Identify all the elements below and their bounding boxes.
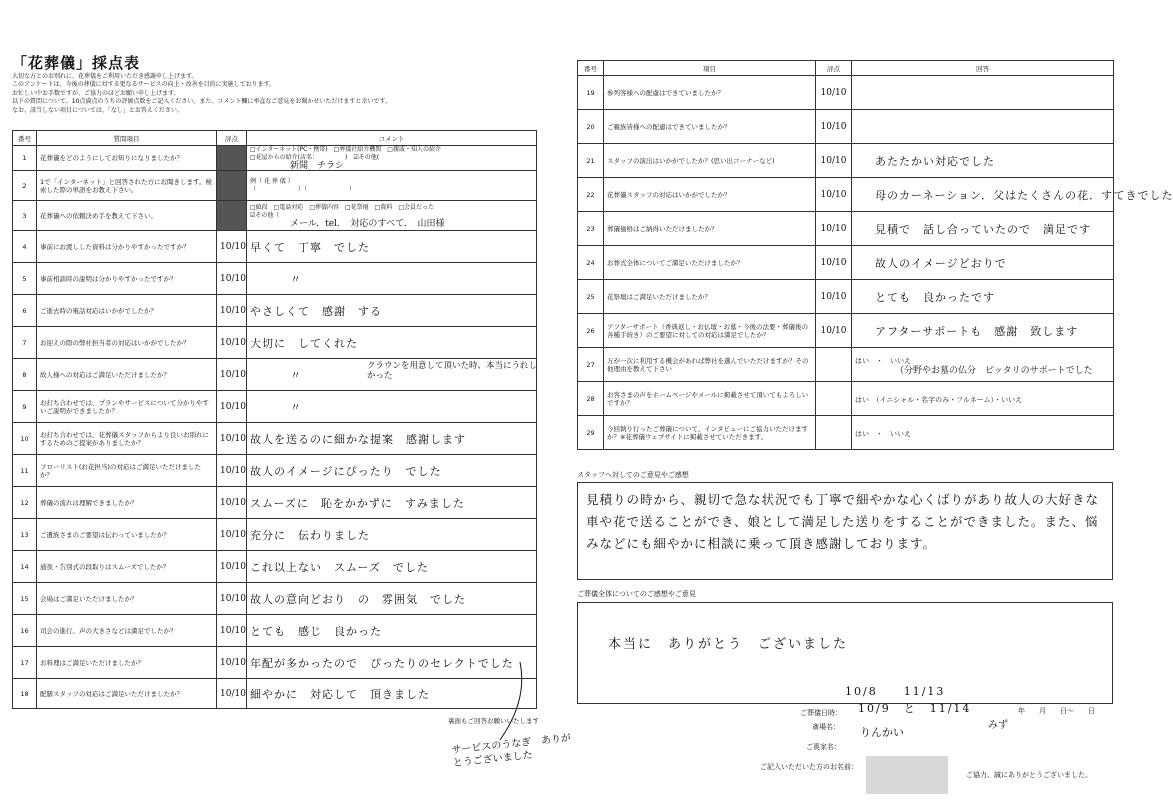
header-comment: コメント — [247, 131, 537, 146]
choice-text: はい ・ いいえ — [855, 356, 911, 365]
row-num: 10 — [13, 423, 37, 455]
row-answer — [247, 359, 537, 391]
row-answer — [852, 246, 1114, 280]
option-line: メール．tel． 対応のすべて． 山田様 — [290, 218, 445, 229]
intro-line: 以下の質問について、10点満点のうちの評価点数をご記入ください。また、コメント欄に率直なご意見をお聞かせいただけますと幸いです。 — [12, 98, 391, 106]
row-question: お打ち合わせでは、プランやサービスについて分かりやすいご説明ができましたか？ — [37, 391, 217, 423]
option-line: □花屋からの紹介(店名： ) ☑その他( — [250, 154, 380, 161]
row-score — [217, 201, 247, 231]
row-answer — [247, 327, 537, 359]
answer-text: 見積で 話し合っていたので 満足です — [875, 222, 1091, 236]
margin-arrow — [480, 660, 540, 750]
table-row — [13, 327, 537, 359]
answer-text: スムーズに 恥をかかずに すみました — [250, 496, 465, 510]
row-num: 28 — [578, 382, 604, 416]
answer-text: 〃 — [290, 272, 302, 286]
row-question: 1で「インターネット」と回答された方にお聞きします。検索した際の単語をお教え下さい。 — [37, 171, 217, 201]
thanks-text: ご協力、誠にありがとうございました。 — [966, 771, 1092, 779]
table-header — [578, 61, 1114, 76]
table-row — [13, 519, 537, 551]
venue-label: 斎場名： — [812, 723, 840, 731]
row-score: 10/10 — [816, 144, 852, 178]
row-answer — [247, 423, 537, 455]
row-answer — [852, 110, 1114, 144]
header-num: 番号 — [578, 61, 604, 76]
row-question: 通夜・告別式の段取りはスムーズでしたか？ — [37, 551, 217, 583]
footer-note: 裏面もご回答お願いいたします — [448, 717, 539, 725]
header-answer: 回答 — [852, 61, 1114, 76]
table-row — [13, 359, 537, 391]
row-question: 花葬儀への依頼決め手を教えて下さい。 — [37, 201, 217, 231]
intro-text — [12, 73, 532, 115]
row-answer — [852, 314, 1114, 348]
row-num: 2 — [13, 171, 37, 201]
answer-note: クラウンを用意して頂いた時、本当にうれしかった — [367, 361, 538, 381]
row-num: 21 — [578, 144, 604, 178]
option-line: □インターネット(PC・携帯) □葬儀社紹介機関 □親戚・知人の紹介 — [250, 146, 441, 153]
row-question: お葬式全体についてご満足いただけましたか？ — [604, 246, 816, 280]
row-num: 7 — [13, 327, 37, 359]
answer-text — [855, 86, 875, 99]
row-num: 25 — [578, 280, 604, 314]
family-label: ご喪家名： — [806, 743, 841, 751]
row-num: 3 — [13, 201, 37, 231]
row-answer — [852, 76, 1114, 110]
row-score: 10/10 — [816, 178, 852, 212]
table-row — [13, 146, 537, 171]
answer-text: 細やかに 対応して 頂きました — [250, 687, 430, 701]
table-row — [578, 348, 1114, 382]
row-question: ご遺族さまのご要望は伝わっていましたか？ — [37, 519, 217, 551]
row-answer — [852, 178, 1173, 212]
row-score: 10/10 — [816, 280, 852, 314]
row-score: 10/10 — [816, 314, 852, 348]
row-answer — [852, 348, 1114, 382]
answer-text: アフターサポートも 感謝 致します — [875, 324, 1079, 338]
row-num: 12 — [13, 487, 37, 519]
row-question: お迎えの際の弊社担当者の対応はいかがでしたか？ — [37, 327, 217, 359]
date-handwriting-top: 10/8 11/13 — [845, 685, 946, 698]
row-score: 10/10 — [217, 679, 247, 709]
row-num: 15 — [13, 583, 37, 615]
row-answer — [247, 146, 537, 171]
row-num: 17 — [13, 647, 37, 679]
row-question: 今回執り行ったご葬儀について、インタビューにご協力いただけますか？※花葬儀ウェブサイトに掲載させていただきます。 — [604, 416, 816, 450]
choice-text: はい （イニシャル・名字のみ・フルネーム）・いいえ — [855, 396, 1023, 404]
table-row — [578, 246, 1114, 280]
row-question: アフターサポート（香典返し・お仏壇・お墓・今後の法要・葬儀後の各種手続き）のご要望に対しての対応は満足でしたか？ — [604, 314, 816, 348]
row-num: 8 — [13, 359, 37, 391]
row-question: スタッフの演出はいかがでしたか？(思い出コーナーなど) — [604, 144, 816, 178]
header-question: 質問項目 — [37, 131, 217, 146]
row-question: 配膳スタッフの対応はご満足いただけましたか？ — [37, 679, 217, 709]
row-score: 10/10 — [217, 551, 247, 583]
staff-section-label: スタッフへ対してのご意見やご感想 — [577, 471, 689, 479]
row-score — [816, 416, 852, 450]
row-num: 27 — [578, 348, 604, 382]
row-num: 20 — [578, 110, 604, 144]
date-handwriting: 10/9 と 11/14 — [858, 702, 972, 715]
page-title: 「花葬儀」採点表 — [12, 54, 141, 72]
answer-text: 故人のイメージどおりで — [875, 256, 1007, 270]
intro-line: このアンケートは、今後の葬儀に対する更なるサービスの向上・改善を目的に実施しております。 — [12, 81, 276, 89]
header-item: 項目 — [604, 61, 816, 76]
row-num: 5 — [13, 263, 37, 295]
answer-text: とても 良かったです — [875, 290, 995, 304]
table-row — [578, 144, 1114, 178]
answer-text: 充分に 伝わりました — [250, 528, 370, 542]
row-question: フローリスト(お花担当)の対応はご満足いただけましたか？ — [37, 455, 217, 487]
table-row — [578, 212, 1114, 246]
row-score: 10/10 — [217, 327, 247, 359]
table-row — [13, 583, 537, 615]
row-score: 10/10 — [217, 295, 247, 327]
row-answer — [247, 583, 537, 615]
row-question: 会場はご満足いただけましたか？ — [37, 583, 217, 615]
row-answer — [247, 201, 537, 231]
row-score — [816, 348, 852, 382]
answer-text: 故人を送るのに細かな提案 感謝します — [250, 432, 466, 446]
row-question: 事前相談時の説明は分かりやすかったですか？ — [37, 263, 217, 295]
intro-line: 大切な方とのお別れに、花葬儀をご利用いただき感謝申し上げます。 — [12, 73, 198, 80]
row-score: 10/10 — [217, 519, 247, 551]
date-label: ご葬儀日時： — [800, 709, 842, 717]
table-row — [13, 263, 537, 295]
row-num: 23 — [578, 212, 604, 246]
row-score: 10/10 — [816, 110, 852, 144]
row-question: 万が一次に利用する機会があれば弊社を選んでいただけますか？その他理由を教えて下さい — [604, 348, 816, 382]
answer-note: （分野やお墓の仏分 ピッタリのサポートでした — [895, 365, 1093, 376]
overall-comment-text: 本当に ありがとう ございました — [608, 637, 849, 652]
table-row — [13, 615, 537, 647]
row-question: お料理はご満足いただけましたか？ — [37, 647, 217, 679]
table-row — [13, 487, 537, 519]
row-num: 19 — [578, 76, 604, 110]
row-answer — [852, 280, 1114, 314]
row-question: 故人様への対応はご満足いただけましたか？ — [37, 359, 217, 391]
row-question: ご逝去時の電話対応はいかがでしたか？ — [37, 295, 217, 327]
margin-note: サービスのうなぎ ありがとうございました — [451, 732, 572, 770]
intro-line: お忙しい中お手数ですが、ご協力のほどお願い申し上げます。 — [12, 89, 180, 97]
row-answer — [247, 263, 537, 295]
intro-line: なお、該当しない項目については、「なし」とお答えください。 — [12, 106, 183, 114]
answer-text: これ以上ない スムーズ でした — [250, 560, 429, 574]
answer-text: 〃 — [290, 400, 302, 414]
row-num: 1 — [13, 146, 37, 171]
table-row — [13, 391, 537, 423]
answer-text — [855, 120, 875, 133]
row-score: 10/10 — [217, 647, 247, 679]
writer-label: ご記入いただいた方のお名前： — [760, 763, 858, 771]
table-row — [578, 382, 1114, 416]
row-answer — [852, 144, 1114, 178]
header-score: 評点 — [816, 61, 852, 76]
row-answer — [247, 487, 537, 519]
table-row — [13, 679, 537, 709]
right-question-table — [577, 60, 1173, 450]
row-num: 26 — [578, 314, 604, 348]
table-row — [13, 295, 537, 327]
answer-text: 故人の意向どおり の 雰囲気 でした — [250, 592, 466, 606]
header-num: 番号 — [13, 131, 37, 146]
row-question: 花葬儀スタッフの対応はいかがでしたか？ — [604, 178, 816, 212]
table-row — [578, 110, 1114, 144]
row-answer — [247, 551, 537, 583]
option-line: 新聞 チラシ — [290, 161, 345, 171]
row-answer — [247, 231, 537, 263]
row-question: ご親族皆様への配慮はできていましたか？ — [604, 110, 816, 144]
table-row — [13, 423, 537, 455]
row-score — [816, 382, 852, 416]
answer-text: 故人のイメージにぴったり でした — [250, 464, 442, 478]
row-answer — [247, 295, 537, 327]
row-answer — [852, 212, 1114, 246]
row-num: 24 — [578, 246, 604, 280]
row-num: 4 — [13, 231, 37, 263]
option-list — [250, 178, 533, 194]
row-answer — [247, 519, 537, 551]
row-answer — [852, 382, 1114, 416]
row-score: 10/10 — [217, 583, 247, 615]
row-num: 13 — [13, 519, 37, 551]
staff-comment-box — [577, 482, 1113, 580]
table-row — [578, 76, 1114, 110]
row-answer — [247, 615, 537, 647]
table-row — [13, 231, 537, 263]
left-question-table — [12, 130, 537, 709]
row-score: 10/10 — [217, 615, 247, 647]
overall-section-label: ご葬儀全体についてのご感想やご意見 — [577, 590, 696, 598]
row-score: 10/10 — [816, 76, 852, 110]
row-question: 花祭壇はご満足いただけましたか？ — [604, 280, 816, 314]
row-num: 6 — [13, 295, 37, 327]
row-score: 10/10 — [217, 423, 247, 455]
venue-extra: みず — [988, 720, 1008, 731]
option-line: 例（ 花 葬 儀 ） — [250, 177, 294, 185]
row-question: 事前にお渡しした資料は分かりやすかったですか？ — [37, 231, 217, 263]
row-question: 花葬儀をどのようにしてお知りになりましたか？ — [37, 146, 217, 171]
option-line: □値段 □電話対応 □葬儀内容 □花祭壇 □資料 □会員だった — [250, 203, 435, 211]
table-row — [578, 178, 1114, 212]
answer-text: 大切に してくれた — [250, 336, 358, 350]
date-units: 年 月 日〜 日 — [1018, 707, 1095, 715]
table-row — [13, 201, 537, 231]
row-score: 10/10 — [217, 487, 247, 519]
redacted-name — [866, 756, 948, 794]
table-row — [578, 416, 1114, 450]
answer-text: 早くて 丁寧 でした — [250, 240, 370, 254]
row-num: 29 — [578, 416, 604, 450]
row-score — [217, 171, 247, 201]
row-question: お打ち合わせでは、花葬儀スタッフからより良いお別れにするためのご提案がありましたか？ — [37, 423, 217, 455]
row-num: 11 — [13, 455, 37, 487]
row-num: 22 — [578, 178, 604, 212]
row-score: 10/10 — [217, 231, 247, 263]
table-row — [578, 280, 1114, 314]
row-answer — [247, 171, 537, 201]
row-question: お客さまの声をホームページやメールに掲載させて頂いてもよろしいですか？ — [604, 382, 816, 416]
row-score: 10/10 — [217, 359, 247, 391]
row-score: 10/10 — [217, 263, 247, 295]
answer-text: 母のカーネーション．父はたくさんの花．すてきでした — [875, 188, 1173, 202]
row-score: 10/10 — [217, 455, 247, 487]
row-question: 司会の進行、声の大きさなどは満足でしたか？ — [37, 615, 217, 647]
answer-text: 年配が多かったので ぴったりのセレクトでした — [250, 656, 514, 670]
row-score: 10/10 — [816, 212, 852, 246]
row-score: 10/10 — [217, 391, 247, 423]
table-row — [13, 455, 537, 487]
row-score: 10/10 — [816, 246, 852, 280]
table-row — [578, 314, 1114, 348]
header-score: 評点 — [217, 131, 247, 146]
option-list — [250, 204, 533, 228]
row-num: 14 — [13, 551, 37, 583]
row-num: 9 — [13, 391, 37, 423]
option-line: ☑その他（ — [250, 211, 280, 219]
answer-text: とても 感じ 良かった — [250, 624, 382, 638]
option-line: （ ）（ ） — [250, 185, 356, 193]
row-num: 16 — [13, 615, 37, 647]
row-question: 葬儀価格はご納得いただけましたか？ — [604, 212, 816, 246]
row-answer — [247, 391, 537, 423]
row-question: 葬儀の流れは理解できましたか？ — [37, 487, 217, 519]
table-header — [13, 131, 537, 146]
staff-comment-text: 見積りの時から、親切で急な状況でも丁寧で細やかな心くばりがあり故人の大好きな車や花で送ることができ、娘として満足した送りをすることができました。また、悩みなどにも細やかに相談に乗って頂き感謝しております。 — [586, 492, 1100, 551]
choice-text: はい ・ いいえ — [855, 430, 911, 438]
answer-text: 〃 — [290, 368, 302, 382]
table-row — [13, 171, 537, 201]
answer-text: あたたかい対応でした — [875, 154, 995, 168]
table-row — [13, 647, 537, 679]
option-list — [250, 146, 533, 170]
answer-text: やさしくて 感謝 する — [250, 304, 382, 318]
row-num: 18 — [13, 679, 37, 709]
table-row — [13, 551, 537, 583]
venue-handwriting: りんかい — [860, 726, 904, 739]
row-score — [217, 146, 247, 171]
row-answer — [247, 455, 537, 487]
row-question: 参列客様への配慮はできていましたか？ — [604, 76, 816, 110]
row-answer — [852, 416, 1114, 450]
